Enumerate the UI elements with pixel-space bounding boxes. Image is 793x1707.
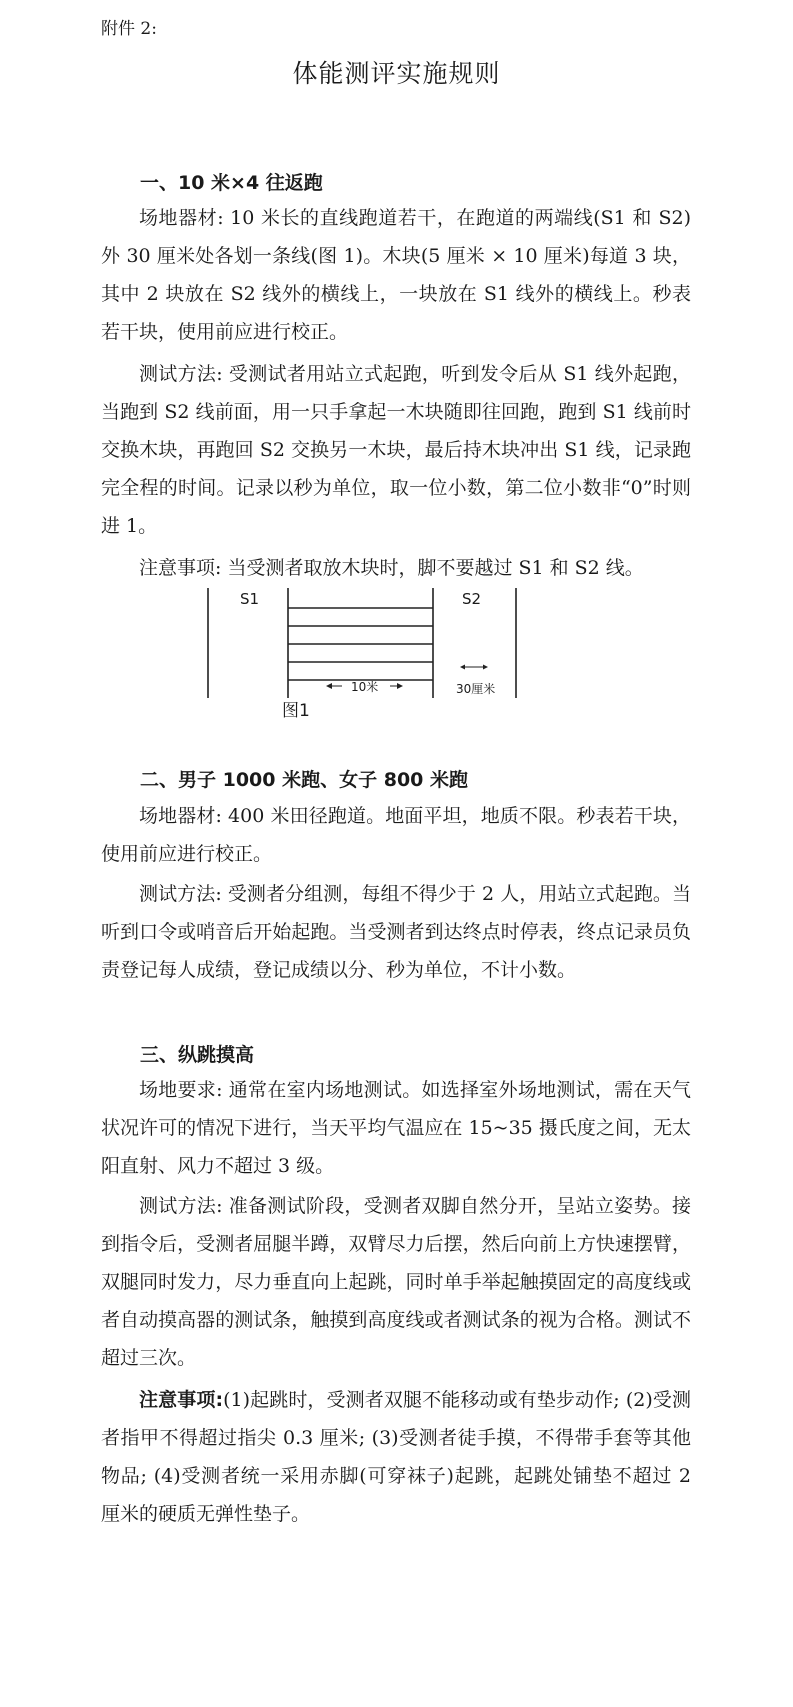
section3-note bbox=[101, 1381, 691, 1533]
arrow-right-head bbox=[397, 683, 403, 689]
section1-method: 测试方法: 受测试者用站立式起跑，听到发令后从 S1 线外起跑，当跑到 S2 线前面，用一只手拿起一木块随即往回跑，跑到 S1 线前时交换木块，再跑回 S2 交换另一木块，最后持木块冲出 S1 线，记录跑完全程的时间。记录以秒为单位，取一位小数，第二位小数非“0”时则进 1。 bbox=[101, 363, 691, 537]
attachment-label: 附件 2: bbox=[101, 19, 157, 39]
offset-arrow-head-right bbox=[483, 665, 488, 670]
figure-caption: 图1 bbox=[282, 701, 310, 721]
s1-label: S1 bbox=[240, 590, 260, 608]
s2-label: S2 bbox=[462, 590, 482, 608]
section3-note-text: (1)起跳时，受测者双腿不能移动或有垫步动作; (2)受测者指甲不得超过指尖 0.3 厘米; (3)受测者徒手摸，不得带手套等其他物品; (4)受测者统一采用赤脚(可穿袜子)起跳，起跳处铺垫不超过 2 厘米的硬质无弹性垫子。 bbox=[101, 1389, 691, 1525]
distance-label: 10米 bbox=[351, 680, 379, 694]
section1-heading: 一、10 米×4 往返跑 bbox=[140, 172, 323, 194]
offset-arrow-head-left bbox=[460, 665, 465, 670]
section3-requirement: 场地要求: 通常在室内场地测试。如选择室外场地测试，需在天气状况许可的情况下进行，当天平均气温应在 15~35 摄氏度之间，无太阳直射、风力不超过 3 级。 bbox=[101, 1079, 691, 1177]
section3-note-label: 注意事项: bbox=[139, 1389, 224, 1411]
section2-method: 测试方法: 受测者分组测，每组不得少于 2 人，用站立式起跑。当听到口令或哨音后开始起跑。当受测者到达终点时停表，终点记录员负责登记每人成绩，登记成绩以分、秒为单位，不计小数。 bbox=[101, 883, 691, 981]
section3-method: 测试方法: 准备测试阶段，受测者双脚自然分开，呈站立姿势。接到指令后，受测者屈腿半蹲，双臂尽力后摆，然后向前上方快速摆臂，双腿同时发力，尽力垂直向上起跳，同时单手举起触摸固定的高度线或者自动摸高器的测试条，触摸到高度线或者测试条的视为合格。测试不超过三次。 bbox=[101, 1195, 691, 1369]
offset-label: 30厘米 bbox=[456, 682, 496, 696]
section3-heading: 三、纵跳摸高 bbox=[140, 1044, 255, 1066]
page-title: 体能测评实施规则 bbox=[292, 59, 501, 88]
shuttle-run-diagram bbox=[200, 588, 530, 723]
section1-equipment: 场地器材: 10 米长的直线跑道若干，在跑道的两端线(S1 和 S2)外 30 厘米处各划一条线(图 1)。木块(5 厘米 × 10 厘米)每道 3 块，其中 2 块放在 S2 线外的横线上，一块放在 S1 线外的横线上。秒表若干块，使用前应进行校正。 bbox=[101, 207, 691, 343]
section1-note: 注意事项: 当受测者取放木块时，脚不要越过 S1 和 S2 线。 bbox=[139, 557, 644, 579]
arrow-left-head bbox=[326, 683, 332, 689]
figure-1 bbox=[200, 588, 530, 723]
section2-equipment: 场地器材: 400 米田径跑道。地面平坦，地质不限。秒表若干块，使用前应进行校正。 bbox=[101, 805, 691, 865]
section2-heading: 二、男子 1000 米跑、女子 800 米跑 bbox=[140, 769, 469, 791]
